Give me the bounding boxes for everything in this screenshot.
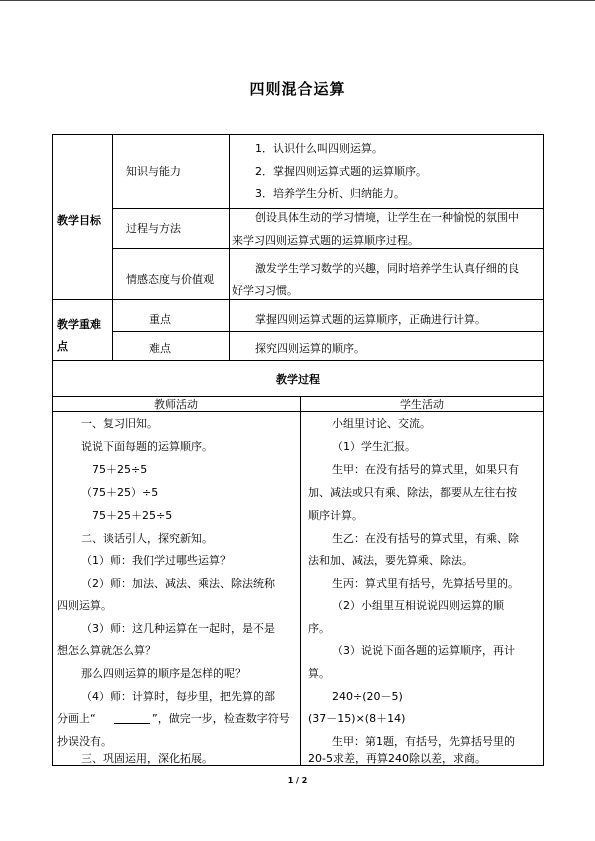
teacher-line: 三、巩固运用，深化拓展。 [81, 752, 213, 765]
objective-line: 2．掌握四则运算式题的运算顺序。 [255, 165, 427, 178]
student-line: 生乙：在没有括号的算式里，有乘、除 [332, 532, 519, 545]
table-rule [52, 360, 544, 361]
objective-line: 好学习习惯。 [232, 284, 298, 297]
teacher-line: 想怎么算就怎么算？ [57, 644, 156, 657]
table-rule [52, 134, 544, 135]
student-line: 240÷(20－5) [332, 690, 403, 703]
table-rule [52, 396, 544, 397]
student-line: 算。 [308, 667, 330, 680]
teacher-line: （3）师：这几种运算在一起时，是不是 [81, 622, 275, 635]
objective-line: 1．认识什么叫四则运算。 [255, 142, 383, 155]
key-points-header: 教学重难 [57, 318, 101, 331]
teacher-line: 分画上“ [57, 712, 96, 725]
key-point-label: 难点 [149, 342, 171, 355]
table-rule [52, 134, 53, 766]
table-rule [112, 331, 544, 332]
student-line: （3）说说下面各题的运算顺序，再计 [332, 644, 515, 657]
teacher-line: ”，做完一步，检查数字符号 [152, 712, 290, 725]
teacher-line: （1）师：我们学过哪些运算？ [81, 554, 231, 567]
student-line: 小组里讨论、交流。 [332, 417, 431, 430]
objectives-header: 教学目标 [57, 214, 101, 227]
table-rule [52, 299, 544, 300]
teacher-line: 75＋25＋25÷5 [92, 509, 173, 522]
teacher-line: 一、复习旧知。 [81, 417, 158, 430]
page-top-rule [0, 0, 595, 1]
student-line: 序。 [308, 622, 330, 635]
teacher-line: 说说下面每题的运算顺序。 [81, 440, 213, 453]
student-line: 加、减法或只有乘、除法，都要从左往右按 [308, 486, 517, 499]
lesson-plan-table [52, 134, 544, 766]
fill-in-blank [114, 723, 150, 724]
key-point-text: 掌握四则运算式题的运算顺序，正确进行计算。 [255, 313, 486, 326]
teacher-column-header: 教师活动 [154, 398, 198, 411]
teacher-line: （75＋25）÷5 [81, 486, 159, 499]
teacher-line: 四则运算。 [57, 599, 112, 612]
key-points-header: 点 [57, 340, 68, 353]
objective-label: 情感态度与价值观 [126, 273, 214, 286]
objective-line: 来学习四则运算式题的运算顺序过程。 [232, 234, 419, 247]
table-rule [112, 134, 113, 360]
key-point-text: 探究四则运算的顺序。 [255, 342, 365, 355]
student-line: 法和加、减法，要先算乘、除法。 [308, 554, 473, 567]
page-number: 1 / 2 [287, 776, 308, 785]
objective-label: 过程与方法 [126, 222, 181, 235]
table-rule [112, 208, 544, 209]
objective-line: 激发学生学习数学的兴趣，同时培养学生认真仔细的良 [255, 262, 519, 275]
table-rule [112, 248, 544, 249]
teacher-line: 二、谈话引人，探究新知。 [81, 532, 213, 545]
student-line: (37－15)×(8＋14) [308, 712, 406, 725]
student-line: 20-5求差，再算240除以差，求商。 [308, 752, 486, 765]
teacher-line: （4）师：计算时，每步里，把先算的部 [81, 690, 275, 703]
teacher-line: 75＋25÷5 [92, 463, 148, 476]
page-title: 四则混合运算 [249, 80, 346, 98]
objective-label: 知识与能力 [126, 165, 181, 178]
student-column-header: 学生活动 [400, 398, 444, 411]
student-line: 生甲：在没有括号的算式里，如果只有 [332, 463, 519, 476]
key-point-label: 重点 [149, 313, 171, 326]
table-rule [543, 134, 544, 766]
objective-line: 3．培养学生分析、归纳能力。 [255, 187, 405, 200]
student-line: 生甲：第1题，有括号，先算括号里的 [332, 735, 515, 748]
student-line: （1）学生汇报。 [332, 440, 416, 453]
teacher-line: （2）师：加法、减法、乘法、除法统称 [81, 577, 275, 590]
table-rule [229, 134, 230, 360]
student-line: （2）小组里互相说说四则运算的顺 [332, 599, 504, 612]
process-header: 教学过程 [276, 373, 320, 386]
teacher-line: 抄误没有。 [57, 735, 112, 748]
teacher-line: 那么四则运算的顺序是怎样的呢？ [81, 667, 246, 680]
table-rule [300, 396, 301, 765]
objective-line: 创设具体生动的学习情境，让学生在一种愉悦的氛围中 [255, 211, 519, 224]
student-line: 顺序计算。 [308, 509, 363, 522]
student-line: 生丙：算式里有括号，先算括号里的。 [332, 577, 519, 590]
